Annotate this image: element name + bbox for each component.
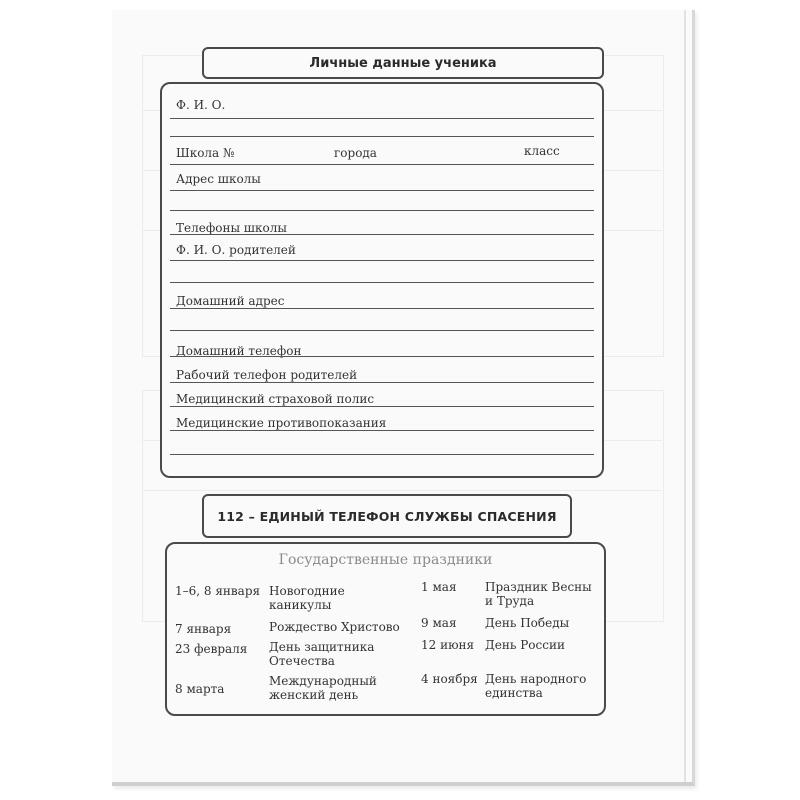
fio-label: Ф. И. О.: [176, 98, 226, 112]
holiday-name: День Победы: [485, 616, 570, 630]
ghost-line: [142, 490, 662, 491]
holiday-name: День защитника Отечества: [269, 640, 375, 668]
holiday-date: 1–6, 8 января: [175, 584, 261, 598]
parents-fio-line-2[interactable]: [170, 282, 594, 283]
parents-work-phone-line[interactable]: [170, 382, 594, 383]
parents-fio-label: Ф. И. О. родителей: [176, 243, 296, 257]
home-address-label: Домашний адрес: [176, 294, 285, 308]
school-address-line[interactable]: [170, 190, 594, 191]
home-address-line-2[interactable]: [170, 330, 594, 331]
insurance-line[interactable]: [170, 406, 594, 407]
holiday-date: 23 февраля: [175, 642, 248, 656]
school-phones-label: Телефоны школы: [176, 221, 287, 235]
school-city-label: города: [334, 146, 377, 160]
holiday-date: 12 июня: [421, 638, 475, 652]
contraindications-line[interactable]: [170, 430, 594, 431]
school-phones-line[interactable]: [170, 234, 594, 235]
parents-fio-line[interactable]: [170, 260, 594, 261]
holiday-name: День народного единства: [485, 672, 587, 700]
school-address-label: Адрес школы: [176, 172, 261, 186]
personal-data-form: [160, 82, 604, 478]
personal-data-title-text: Личные данные ученика: [309, 55, 497, 71]
school-class-label: класс: [524, 144, 560, 158]
page-edge: [684, 10, 686, 782]
holiday-name: Рождество Христово: [269, 620, 400, 634]
holiday-name: Новогодние каникулы: [269, 584, 345, 612]
home-phone-label: Домашний телефон: [176, 344, 302, 358]
home-address-line[interactable]: [170, 308, 594, 309]
insurance-label: Медицинский страховой полис: [176, 392, 375, 406]
school-line[interactable]: [170, 164, 594, 165]
holiday-date: 7 января: [175, 622, 232, 636]
holiday-date: 4 ноября: [421, 672, 478, 686]
holiday-name: Международный женский день: [269, 674, 377, 702]
fio-line[interactable]: [170, 118, 594, 119]
emergency-text: 112 – ЕДИНЫЙ ТЕЛЕФОН СЛУЖБЫ СПАСЕНИЯ: [217, 508, 557, 524]
holiday-name: День России: [485, 638, 565, 652]
holiday-date: 8 марта: [175, 682, 225, 696]
holidays-box: [165, 542, 606, 716]
contraindications-line-2[interactable]: [170, 454, 594, 455]
contraindications-label: Медицинские противопоказания: [176, 416, 387, 430]
home-phone-line[interactable]: [170, 356, 594, 357]
holiday-date: 1 мая: [421, 580, 457, 594]
holidays-title: Государственные праздники: [278, 552, 493, 568]
holiday-name: Праздник Весны и Труда: [485, 580, 592, 608]
school-address-line-2[interactable]: [170, 210, 594, 211]
school-number-label: Школа №: [176, 146, 235, 160]
emergency-banner: [202, 494, 572, 538]
holiday-date: 9 мая: [421, 616, 457, 630]
personal-data-title: [202, 47, 604, 79]
fio-line-2[interactable]: [170, 136, 594, 137]
parents-work-phone-label: Рабочий телефон родителей: [176, 368, 358, 382]
